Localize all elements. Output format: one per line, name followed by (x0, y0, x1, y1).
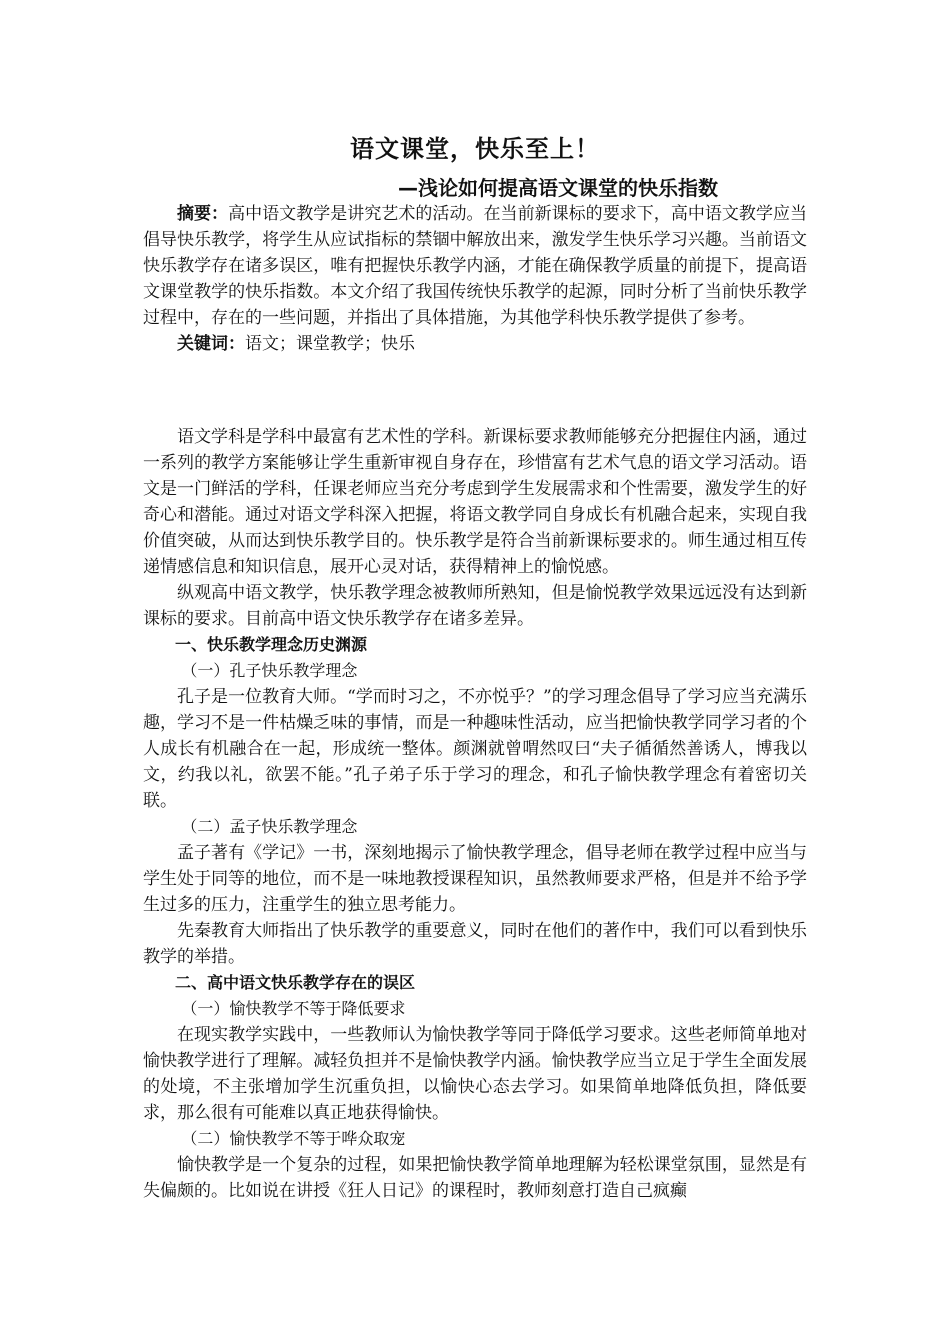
keywords-text: 语文；课堂教学；快乐 (245, 334, 415, 354)
abstract-paragraph (143, 201, 807, 331)
body-paragraph: 先秦教育大师指出了快乐教学的重要意义，同时在他们的著作中，我们可以看到快乐教学的举措。 (143, 921, 807, 967)
body-paragraph: 孔子是一位教育大师。“学而时习之，不亦悦乎？”的学习理念倡导了学习应当充满乐趣，学习不是一件枯燥乏味的事情，而是一种趣味性活动，应当把愉快教学同学习者的个人成长有机融合在一起，形成统一整体。颜渊就曾喟然叹曰“夫子循循然善诱人，博我以文，约我以礼，欲罢不能。”孔子弟子乐于学习的理念，和孔子愉快教学理念有着密切关联。 (143, 687, 807, 811)
abstract-text: 高中语文教学是讲究艺术的活动。在当前新课标的要求下，高中语文教学应当倡导快乐教学，将学生从应试指标的禁锢中解放出来，激发学生快乐学习兴趣。当前语文快乐教学存在诸多误区，唯有把握快乐教学内涵，才能在确保教学质量的前提下，提高语文课堂教学的快乐指数。本文介绍了我国传统快乐教学的起源，同时分析了当前快乐教学过程中，存在的一些问题，并指出了具体措施，为其他学科快乐教学提供了参考。 (143, 204, 808, 328)
body-paragraph: 在现实教学实践中，一些教师认为愉快教学等同于降低学习要求。这些老师简单地对愉快教学进行了理解。减轻负担并不是愉快教学内涵。愉快教学应当立足于学生全面发展的处境，不主张增加学生沉重负担，以愉快心态去学习。如果简单地降低负担，降低要求，那么很有可能难以真正地获得愉快。 (143, 1025, 807, 1123)
page-subtitle: —浅论如何提高语文课堂的快乐指数 (398, 176, 718, 200)
keywords-label: 关键词： (177, 334, 245, 354)
intro-paragraph: 语文学科是学科中最富有艺术性的学科。新课标要求教师能够充分把握住内涵，通过一系列的教学方案能够让学生重新审视自身存在，珍惜富有艺术气息的语文学习活动。语文是一门鲜活的学科，任课老师应当充分考虑到学生发展需求和个性需要，激发学生的好奇心和潜能。通过对语文学科深入把握，将语文教学同自身成长有机融合起来，实现自我价值突破，从而达到快乐教学目的。快乐教学是符合当前新课标要求的。师生通过相互传递情感信息和知识信息，展开心灵对话，获得精神上的愉悦感。 (143, 427, 807, 577)
abstract-label: 摘要： (177, 204, 229, 224)
subsection-heading: （一）孔子快乐教学理念 (181, 661, 358, 680)
page-title: 语文课堂，快乐至上！ (350, 135, 600, 163)
main-content (143, 424, 807, 1204)
abstract-section (143, 201, 807, 357)
subsection-heading: （一）愉快教学不等于降低要求 (181, 999, 406, 1018)
subsection-heading: （二）孟子快乐教学理念 (181, 817, 358, 836)
section-heading: 二、高中语文快乐教学存在的误区 (175, 973, 416, 992)
body-paragraph: 孟子著有《学记》一书，深刻地揭示了愉快教学理念，倡导老师在教学过程中应当与学生处于同等的地位，而不是一味地教授课程知识，虽然教师要求严格，但是并不给予学生过多的压力，注重学生的独立思考能力。 (143, 843, 807, 915)
section-heading: 一、快乐教学理念历史渊源 (175, 635, 368, 654)
keywords-line (143, 331, 807, 357)
body-paragraph: 愉快教学是一个复杂的过程，如果把愉快教学简单地理解为轻松课堂氛围，显然是有失偏颇的。比如说在讲授《狂人日记》的课程时，教师刻意打造自己疯癫 (143, 1155, 807, 1201)
intro-paragraph: 纵观高中语文教学，快乐教学理念被教师所熟知，但是愉悦教学效果远远没有达到新课标的要求。目前高中语文快乐教学存在诸多差异。 (143, 583, 807, 629)
subsection-heading: （二）愉快教学不等于哗众取宠 (181, 1129, 406, 1148)
